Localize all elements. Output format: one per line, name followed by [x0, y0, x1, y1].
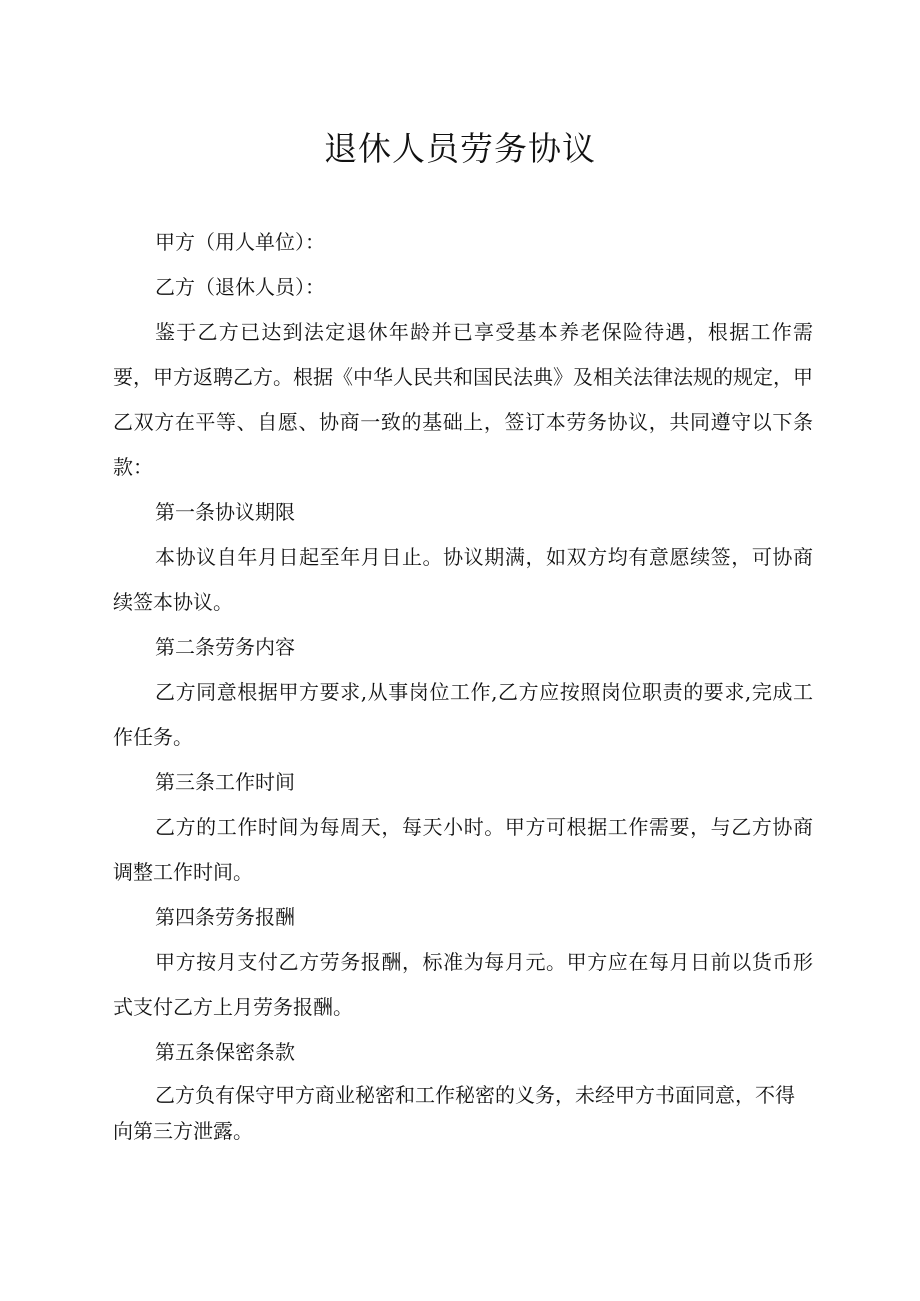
preamble-paragraph: 鉴于乙方已达到法定退休年龄并已享受基本养老保险待遇，根据工作需要，甲方返聘乙方。根据《中华人民共和国民法典》及相关法律法规的规定，甲乙双方在平等、自愿、协商一致的基础上，签订本劳务协议，共同遵守以下条款：: [113, 320, 813, 479]
article-1-text: 本协议自年月日起至年月日止。协议期满，如双方均有意愿续签，可协商续签本协议。: [113, 545, 813, 614]
party-b-line: 乙方（退休人员）：: [155, 275, 325, 299]
article-2-text: 乙方同意根据甲方要求,从事岗位工作,乙方应按照岗位职责的要求,完成工作任务。: [113, 680, 813, 749]
article-5-text: 乙方负有保守甲方商业秘密和工作秘密的义务，未经甲方书面同意，不得向第三方泄露。: [113, 1083, 795, 1143]
article-1-heading: 第一条协议期限: [155, 500, 295, 524]
article-3-text: 乙方的工作时间为每周天，每天小时。甲方可根据工作需要，与乙方协商调整工作时间。: [113, 815, 813, 884]
article-3-heading: 第三条工作时间: [155, 770, 295, 794]
document-title: 退休人员劳务协议: [324, 129, 596, 168]
article-4-heading: 第四条劳务报酬: [155, 905, 295, 929]
document-body: [113, 220, 813, 1149]
article-4-text: 甲方按月支付乙方劳务报酬，标准为每月元。甲方应在每月日前以货币形式支付乙方上月劳务报酬。: [113, 950, 813, 1019]
article-2-heading: 第二条劳务内容: [155, 635, 295, 659]
article-5-heading: 第五条保密条款: [155, 1040, 295, 1064]
party-a-line: 甲方（用人单位）：: [155, 230, 325, 254]
